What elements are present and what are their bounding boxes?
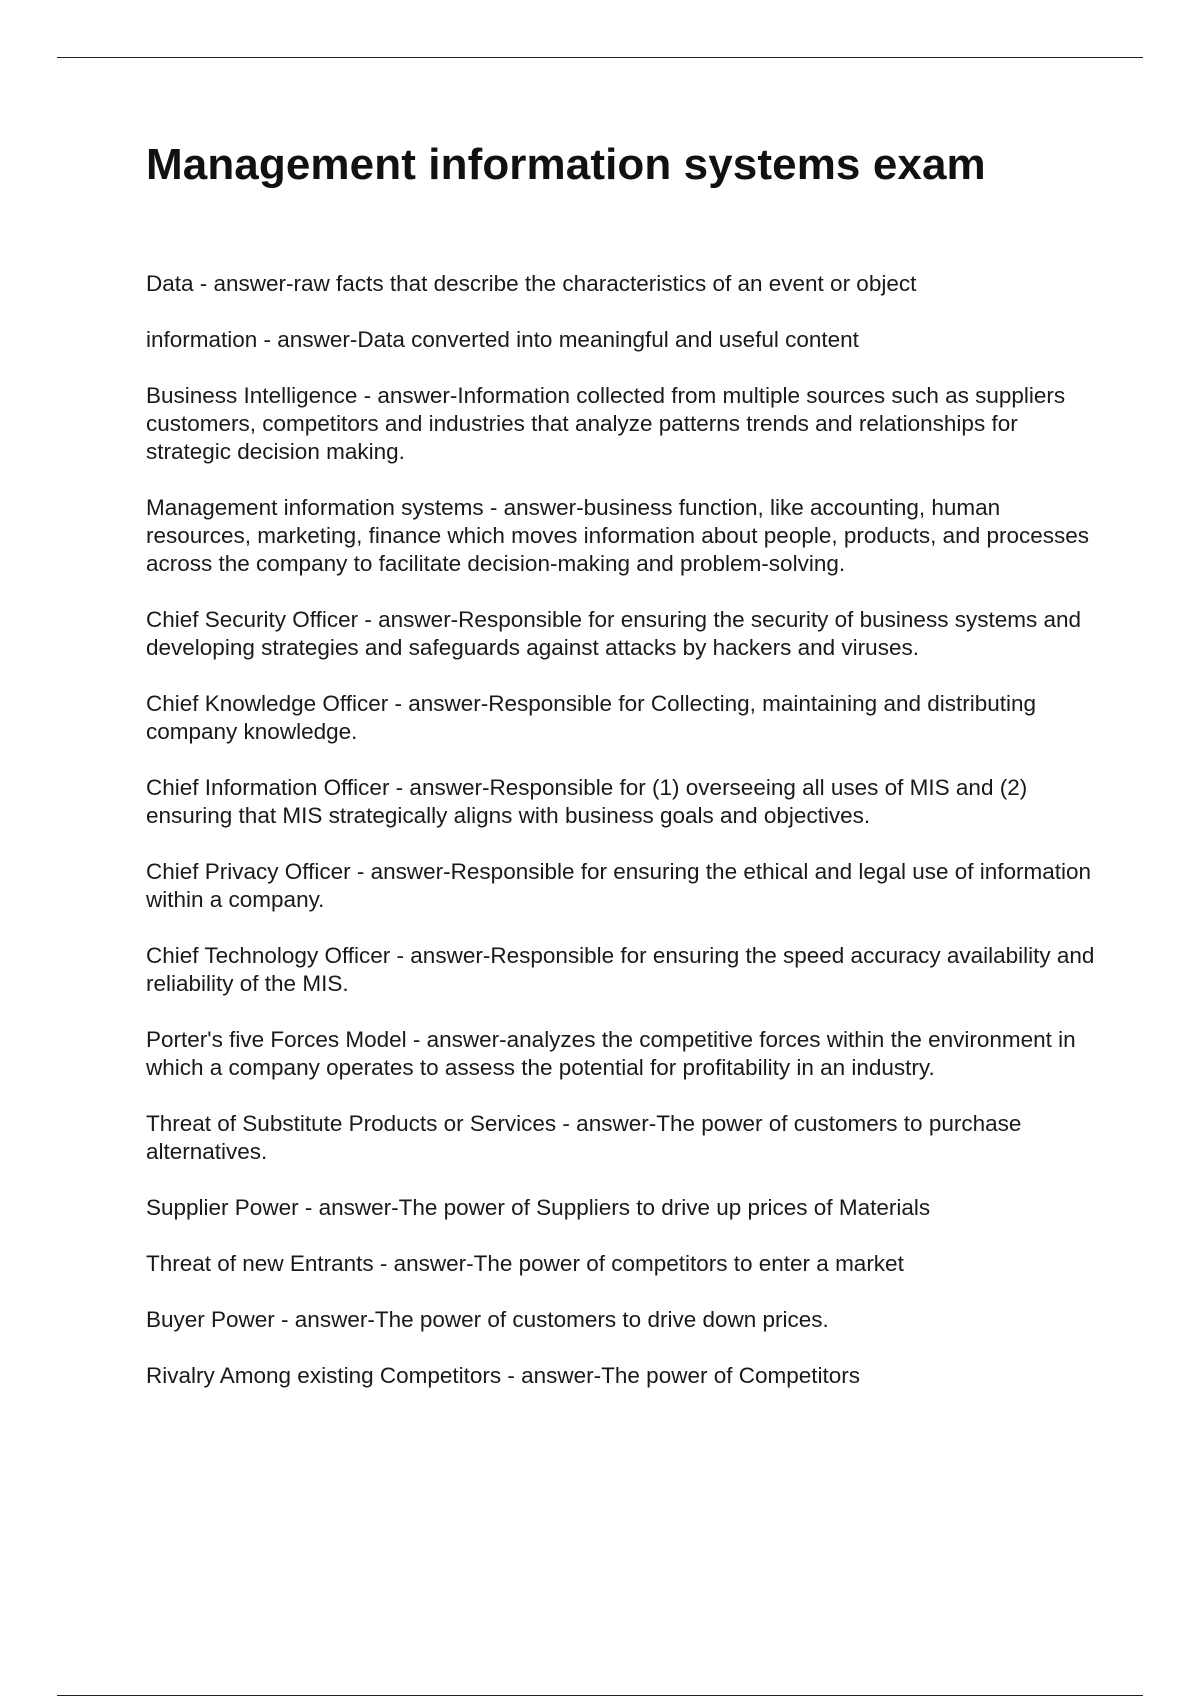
page-title: Management information systems exam: [146, 140, 986, 189]
list-item: Chief Technology Officer - answer-Responsible for ensuring the speed accuracy availability and reliability of the MIS.: [146, 942, 1095, 996]
top-divider: [57, 57, 1143, 58]
list-item: Chief Privacy Officer - answer-Responsible for ensuring the ethical and legal use of information within a company.: [146, 858, 1092, 912]
list-item: information - answer-Data converted into meaningful and useful content: [146, 326, 859, 352]
entry-list: [146, 270, 1096, 1390]
list-item: Porter's five Forces Model - answer-analyzes the competitive forces within the environment in which a company operates to assess the potential for profitability in an industry.: [146, 1026, 1076, 1080]
list-item: Rivalry Among existing Competitors - answer-The power of Competitors: [146, 1362, 861, 1388]
list-item: Management information systems - answer-business function, like accounting, human resources, marketing, finance which moves information about people, products, and processes across the company to facilitate decision-making and problem-solving.: [146, 494, 1090, 576]
bottom-divider: [57, 1695, 1143, 1696]
list-item: Chief Knowledge Officer - answer-Responsible for Collecting, maintaining and distributing company knowledge.: [146, 690, 1037, 744]
list-item: Data - answer-raw facts that describe the characteristics of an event or object: [146, 270, 917, 296]
list-item: Chief Security Officer - answer-Responsible for ensuring the security of business systems and developing strategies and safeguards against attacks by hackers and viruses.: [146, 606, 1081, 660]
list-item: Chief Information Officer - answer-Responsible for (1) overseeing all uses of MIS and (2) ensuring that MIS strategically aligns with business goals and objectives.: [146, 774, 1028, 828]
list-item: Supplier Power - answer-The power of Suppliers to drive up prices of Materials: [146, 1194, 931, 1220]
list-item: Buyer Power - answer-The power of customers to drive down prices.: [146, 1306, 829, 1332]
list-item: Business Intelligence - answer-Information collected from multiple sources such as suppliers customers, competitors and industries that analyze patterns trends and relationships for strategic decision making.: [146, 382, 1066, 464]
list-item: Threat of new Entrants - answer-The power of competitors to enter a market: [146, 1250, 904, 1276]
document-body: [146, 140, 1096, 1418]
list-item: Threat of Substitute Products or Services - answer-The power of customers to purchase alternatives.: [146, 1110, 1022, 1164]
